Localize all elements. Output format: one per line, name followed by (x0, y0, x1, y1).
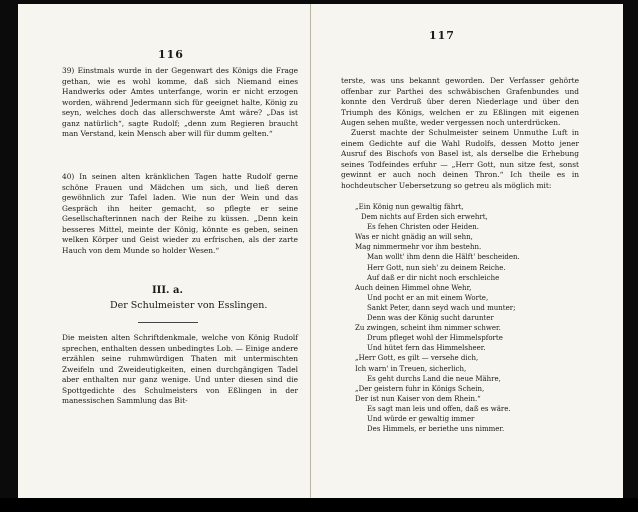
poem-line: „Herr Gott, es gilt — versehe dich, (355, 354, 479, 363)
section-body-continued (341, 76, 579, 129)
poem-line: Und pocht er an mit einem Worte, (367, 293, 489, 302)
poem-line: Auf daß er dir nicht noch erschleiche (367, 273, 500, 282)
intro-paragraph (341, 128, 579, 191)
poem-line: Denn was der König sucht darunter (367, 314, 494, 323)
poem-line: Sankt Peter, dann seyd wach und munter; (367, 303, 516, 312)
poem-line: Herr Gott, nun sieh' zu deinem Reiche. (367, 263, 506, 272)
poem-line: Es fehen Christen oder Heiden. (367, 223, 480, 232)
poem-line: Dem nichts auf Erden sich erwehrt, (361, 213, 488, 222)
paragraph-text: terste, was uns bekannt geworden. Der Verfasser gehörte offenbar zur Parthei des schwäbischen Grafenbundes und konnte den Verdruß über deren Niederlage und über den Triumph des Königs, welchen er zu Eßlingen mit eigenen Augen sehen mußte, weder vergessen noch unterdrücken. (341, 76, 579, 127)
page-number: 116 (158, 48, 184, 61)
scan-border (0, 498, 638, 512)
section-number: III. a. (152, 285, 183, 296)
poem-line: „Der geistern fuhr in Königs Schein, (355, 384, 485, 393)
poem-line: Und würde er gewaltig immer (367, 414, 475, 423)
paragraph-text: 39) Einstmals wurde in der Gegenwart des Königs die Frage gethan, wie es wohl komme, daß sich Niemand eines Handwerks oder Amtes unterfange, worin er nicht erzogen worden, während Jedermann sich für geeignet halte, König zu seyn, welches doch das allerschwerste Amt wäre? „Das ist ganz natürlich“, sagte Rudolf; „denn zum Regieren braucht man Verstand, kein Mensch aber will für dumm gelten.“ (62, 66, 298, 138)
poem-line: Zu zwingen, scheint ihm nimmer schwer. (355, 324, 501, 333)
paragraph-39 (62, 66, 298, 140)
poem-line: Auch deinen Himmel ohne Wehr, (355, 283, 472, 292)
poem-line: Und hütet fern das Himmelsheer. (367, 344, 486, 353)
poem-line: Drum pfleget wohl der Himmelspforte (367, 334, 503, 343)
paragraph-text: 40) In seinen alten kränklichen Tagen hatte Rudolf gerne schöne Frauen und Mädchen um sich, und ließ deren gewöhnlich zur Tafel laden. Wie nun der Wein und das Gespräch ihn heiter gemacht, so pflegte er seine Gesellschafterinnen nach der Reihe zu küssen. „Denn kein besseres Mittel, meinte der König, könnte es geben, seinen welken Körper und Geist wieder zu erfrischen, als der zarte Hauch von dem Munde so holder Wesen.“ (62, 172, 298, 255)
section-body (62, 333, 298, 407)
poem-line: Der ist nun Kaiser von dem Rhein.“ (355, 394, 481, 403)
poem (355, 202, 520, 434)
poem-line: Ich warn' in Treuen, sicherlich, (355, 364, 467, 373)
poem-line: Es sagt man leis und offen, daß es wäre. (367, 404, 511, 413)
poem-line: Was er nicht gnädig an will sehn, (355, 233, 473, 242)
paragraph-40 (62, 172, 298, 256)
section-title: Der Schulmeister von Esslingen. (110, 300, 268, 311)
poem-line: Mag nimmermehr vor ihm bestehn. (355, 243, 482, 252)
poem-line: Es geht durchs Land die neue Mähre, (367, 374, 501, 383)
poem-line: „Ein König nun gewaltig fährt, (355, 203, 464, 211)
section-divider (138, 322, 198, 323)
paragraph-text: Zuerst machte der Schulmeister seinem Unmuthe Luft in einem Gedichte auf die Wahl Rudolfs, dessen Motto jener Ausruf des Bischofs von Basel ist, als derselbe die Erhebung seines Todfeindes erfuhr — „Herr Gott, nun sitze fest, sonst gewinnt er auch noch deinen Thron.“ Ich theile es in hochdeutscher Uebersetzung so getreu als möglich mit: (341, 128, 579, 190)
page-number: 117 (429, 29, 455, 42)
poem-line: Man wollt' ihm denn die Hälft' bescheiden. (367, 253, 520, 262)
poem-line: Des Himmels, er beriethe uns nimmer. (367, 425, 505, 434)
left-page (18, 4, 311, 498)
paragraph-text: Die meisten alten Schriftdenkmale, welche von König Rudolf sprechen, enthalten dessen unbedingtes Lob. — Einige andere erzählen seine ruhmwürdigen Thaten mit untermischten Zweifeln und Zweideutigkeiten, einen durchgängigen Tadel aber enthalten nur ganz wenige. Und unter diesen sind die Spottgedichte des Schulmeisters von Eßlingen in der manessischen Sammlung das Bit- (62, 333, 298, 405)
right-page (311, 4, 623, 498)
